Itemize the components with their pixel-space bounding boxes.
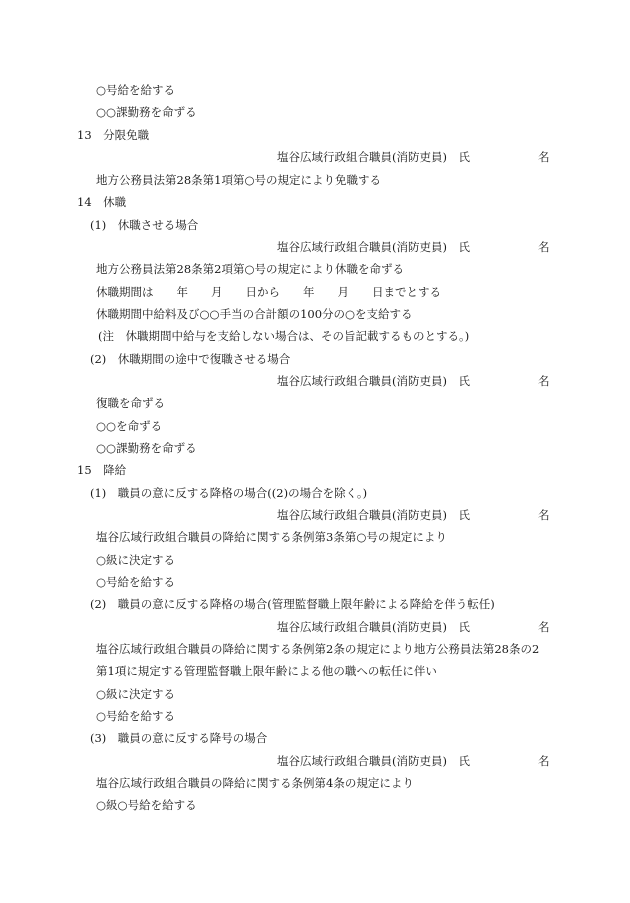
official-title: 塩谷広域行政組合職員(消防吏員) 氏 (277, 508, 470, 522)
doc-line: ○○課勤務を命ずる (96, 441, 197, 455)
official-title: 塩谷広域行政組合職員(消防吏員) 氏 (277, 374, 470, 388)
name-label: 名 (538, 150, 550, 164)
subsection-heading: (2) 職員の意に反する降格の場合(管理監督職上限年齢による降給を伴う転任) (90, 597, 495, 611)
doc-line: ○号給を給する (96, 709, 176, 723)
doc-line: 復職を命ずる (96, 396, 165, 410)
name-label: 名 (538, 508, 550, 522)
official-title: 塩谷広域行政組合職員(消防吏員) 氏 (277, 620, 470, 634)
doc-line: ○号給を給する (96, 83, 176, 97)
subsection-heading: (1) 休職させる場合 (90, 218, 199, 232)
official-title: 塩谷広域行政組合職員(消防吏員) 氏 (277, 754, 470, 768)
doc-line: ○級○号給を給する (96, 798, 197, 812)
doc-line: 地方公務員法第28条第1項第○号の規定により免職する (96, 173, 381, 187)
doc-line: ○○を命ずる (96, 419, 163, 433)
section-heading-14: 14 休職 (77, 195, 127, 209)
section-heading-15: 15 降給 (77, 463, 127, 477)
name-label: 名 (538, 754, 550, 768)
doc-line: 休職期間中給料及び○○手当の合計額の100分の○を支給する (96, 307, 413, 321)
doc-line: ○級に決定する (96, 553, 176, 567)
doc-line: 休職期間は 年 月 日から 年 月 日までとする (96, 285, 441, 299)
section-heading-13: 13 分限免職 (77, 128, 150, 142)
name-label: 名 (538, 620, 550, 634)
doc-line: 地方公務員法第28条第2項第○号の規定により休職を命ずる (96, 262, 404, 276)
official-title: 塩谷広域行政組合職員(消防吏員) 氏 (277, 150, 470, 164)
subsection-heading: (1) 職員の意に反する降格の場合((2)の場合を除く。) (90, 486, 368, 500)
name-label: 名 (538, 374, 550, 388)
official-title: 塩谷広域行政組合職員(消防吏員) 氏 (277, 240, 470, 254)
doc-line: ○○課勤務を命ずる (96, 105, 197, 119)
doc-line: 第1項に規定する管理監督職上限年齢による他の職への転任に伴い (96, 664, 437, 678)
subsection-heading: (3) 職員の意に反する降号の場合 (90, 731, 268, 745)
name-label: 名 (538, 240, 550, 254)
subsection-heading: (2) 休職期間の途中で復職させる場合 (90, 352, 291, 366)
doc-line: ○級に決定する (96, 687, 176, 701)
doc-line: 塩谷広域行政組合職員の降給に関する条例第2条の規定により地方公務員法第28条の2 (96, 642, 540, 656)
doc-line: 塩谷広域行政組合職員の降給に関する条例第4条の規定により (96, 776, 414, 790)
doc-line: 塩谷広域行政組合職員の降給に関する条例第3条第○号の規定により (96, 530, 447, 544)
doc-line: ○号給を給する (96, 575, 176, 589)
note-line: (注 休職期間中給与を支給しない場合は、その旨記載するものとする。) (98, 329, 470, 343)
